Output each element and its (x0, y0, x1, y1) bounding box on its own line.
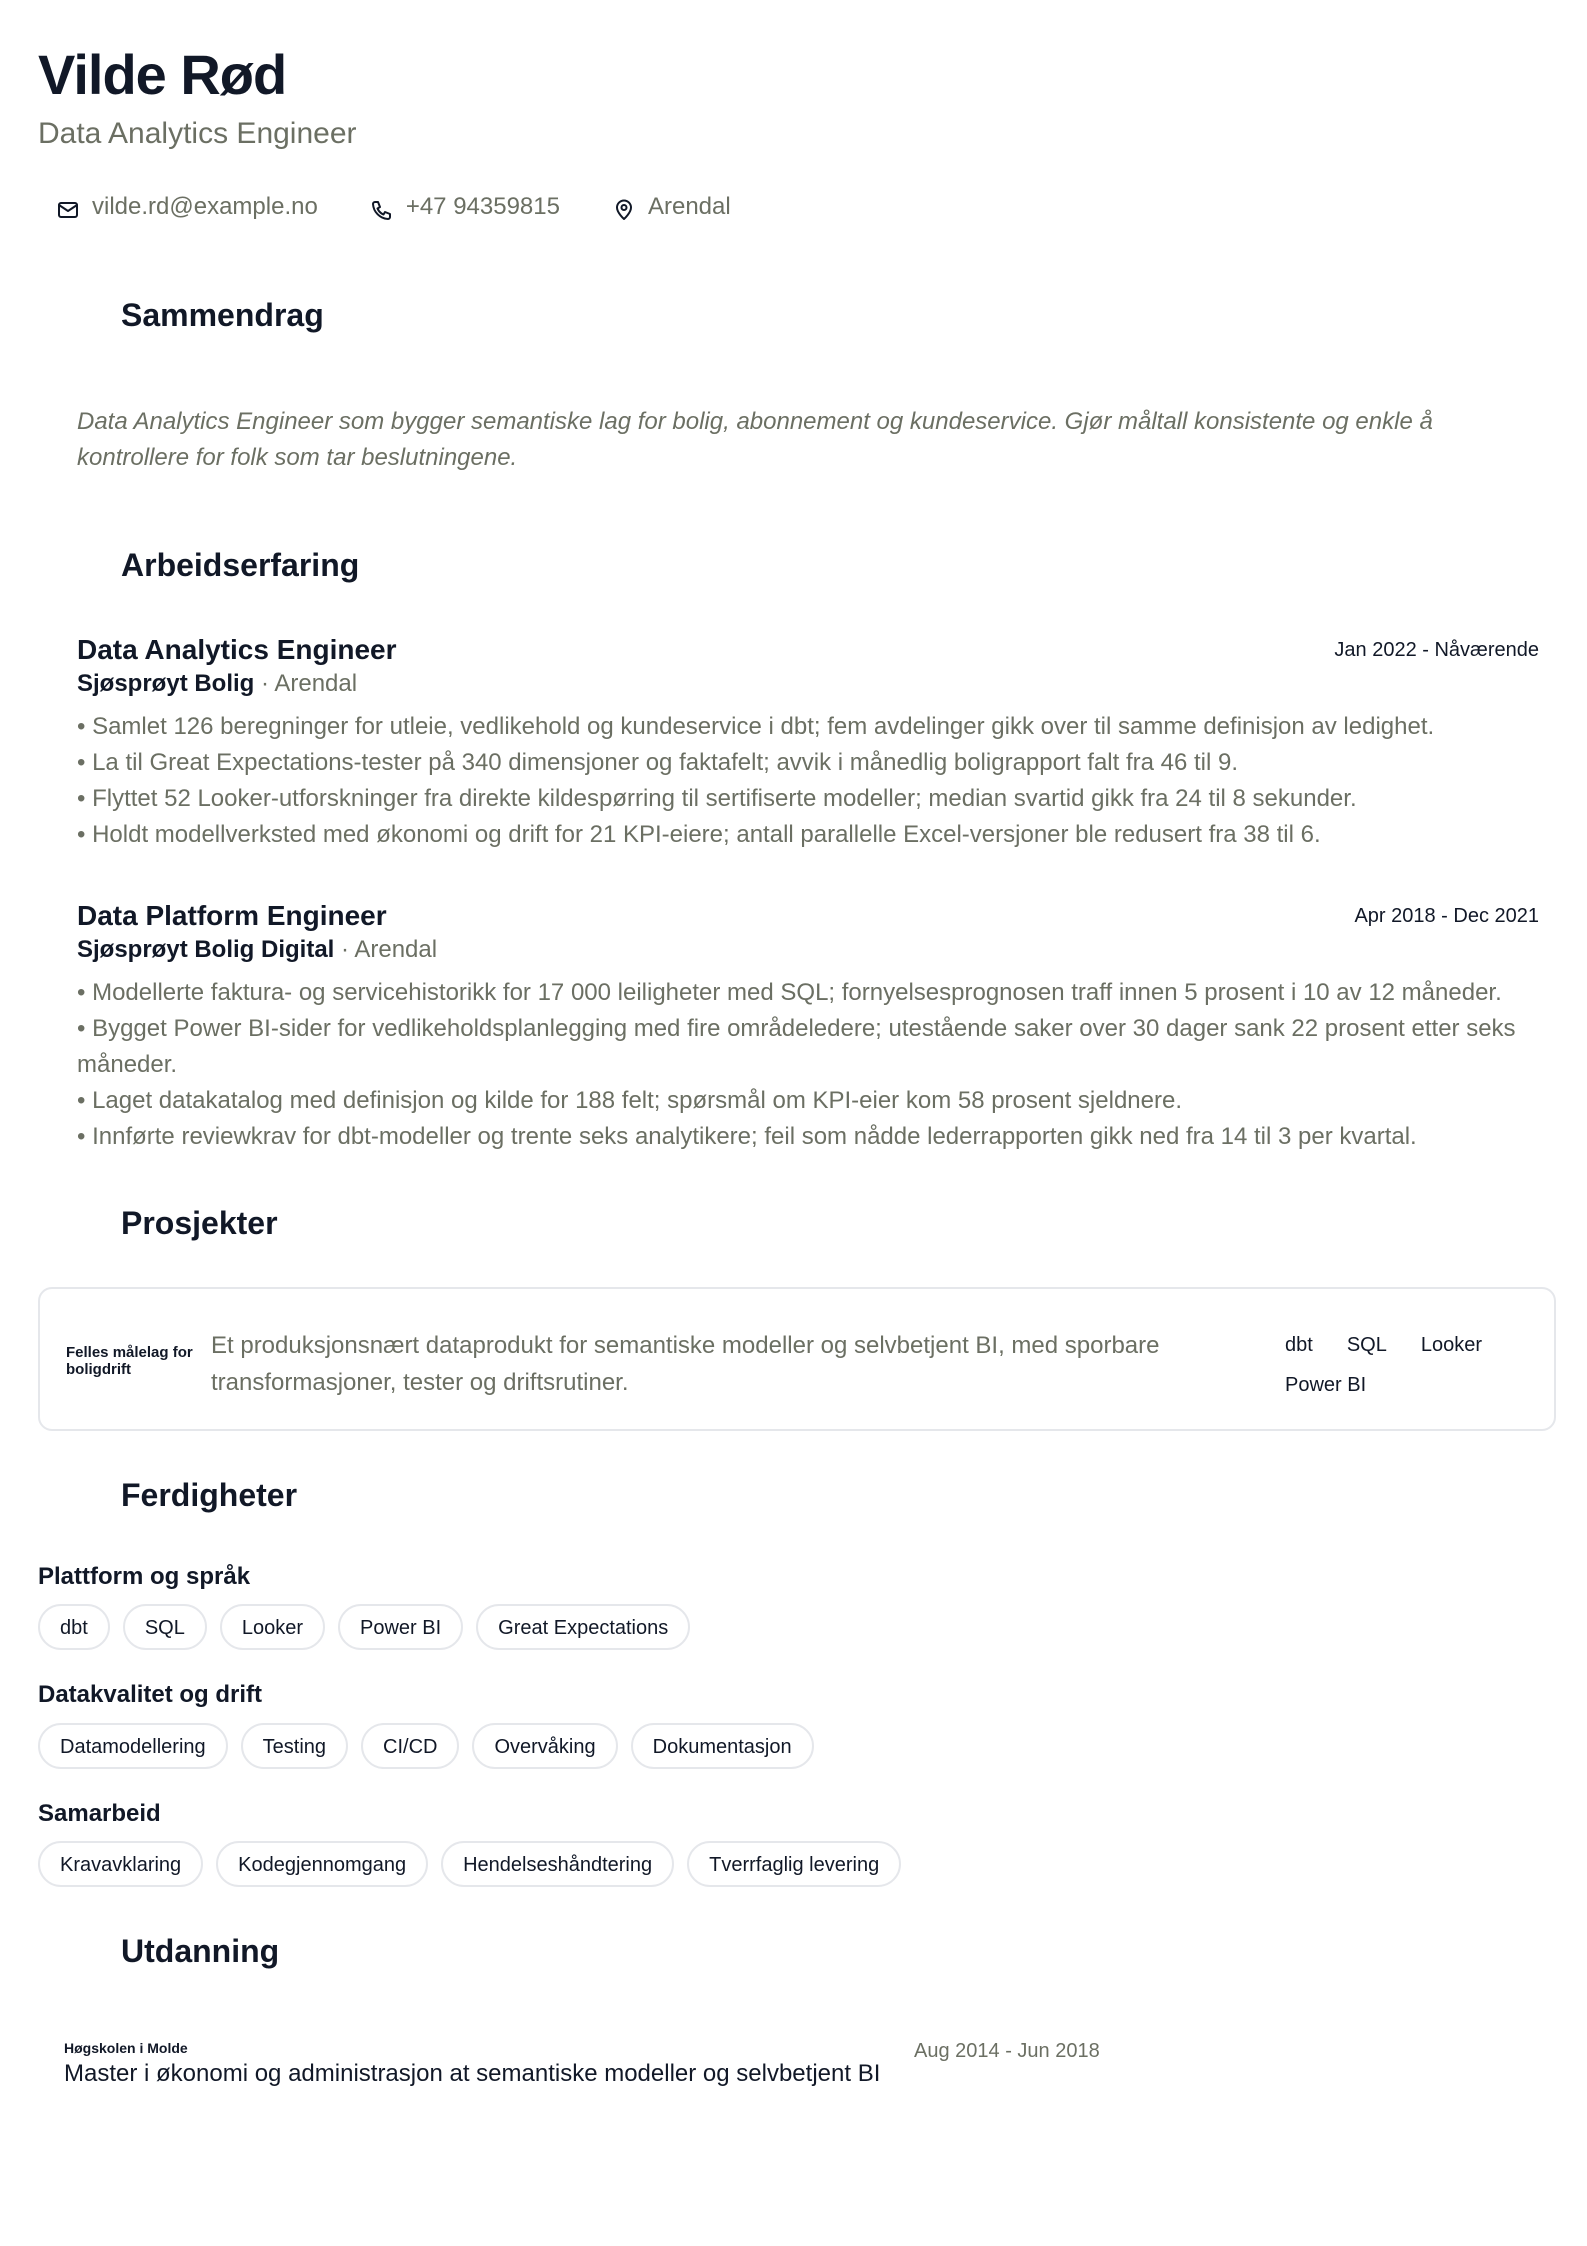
job-location: · Arendal (334, 936, 438, 963)
job-title: Data Analytics Engineer (77, 634, 397, 665)
contact-list (56, 192, 731, 222)
skill-group-title: Datakvalitet og drift (38, 1681, 263, 1708)
project-tags (1285, 1332, 1525, 1398)
section-title-summary: Sammendrag (121, 297, 324, 333)
job-bullet: • Innførte reviewkrav for dbt-modeller og trente seks analytikere; feil som nådde lederrapporten gikk ned fra 14 til 3 per kvartal. (77, 1119, 1539, 1155)
project-tag: Power BI (1285, 1374, 1367, 1396)
person-headline: Data Analytics Engineer (38, 117, 357, 150)
contact-phone[interactable] (370, 192, 560, 222)
education-degree: Master i økonomi og administrasjon at semantiske modeller og selvbetjent BI (64, 2060, 881, 2087)
section-title-experience: Arbeidserfaring (121, 547, 360, 583)
job-title: Data Platform Engineer (77, 900, 387, 931)
skill-group-title: Samarbeid (38, 1800, 161, 1827)
job-bullets (77, 975, 1539, 1155)
job-company: Sjøsprøyt Bolig Digital (77, 936, 335, 963)
job-entry (77, 899, 1539, 1155)
job-bullets (77, 709, 1539, 853)
job-bullet: • Flyttet 52 Looker-utforskninger fra direkte kildespørring til sertifiserte modeller; median svartid gikk fra 24 til 8 sekunder. (77, 781, 1539, 817)
job-company: Sjøsprøyt Bolig (77, 670, 255, 697)
project-description: Et produksjonsnært dataprodukt for semantiske modeller og selvbetjent BI, med sporbare transformasjoner, tester og driftsrutiner. (211, 1332, 1160, 1396)
job-location: · Arendal (254, 670, 358, 697)
map-pin-icon (612, 198, 636, 222)
job-bullet: • Bygget Power BI-sider for vedlikeholdsplanlegging med fire områdeledere; utestående saker over 30 dager sank 22 prosent etter seks måneder. (77, 1011, 1539, 1083)
mail-icon (56, 198, 80, 222)
skill-chip: Great Expectations (476, 1604, 690, 1650)
section-title-education: Utdanning (121, 1933, 280, 1969)
job-bullet: • Modellerte faktura- og servicehistorikk for 17 000 leiligheter med SQL; fornyelsesprognosen traff innen 5 prosent i 10 av 12 måneder. (77, 975, 1539, 1011)
section-title-projects: Prosjekter (121, 1205, 278, 1241)
job-company-line (77, 667, 1539, 701)
education-dates: Aug 2014 - Jun 2018 (914, 2040, 1100, 2062)
contact-location (612, 192, 731, 222)
project-tag: Looker (1420, 1334, 1482, 1356)
job-bullet: • Laget datakatalog med definisjon og kilde for 188 felt; spørsmål om KPI-eier kom 58 prosent sjeldnere. (77, 1083, 1539, 1119)
skill-chip-list (38, 1723, 814, 1769)
skill-chip: CI/CD (361, 1723, 459, 1769)
person-name: Vilde Rød (38, 43, 287, 106)
job-dates: Apr 2018 - Dec 2021 (1354, 905, 1539, 927)
skill-chip-list (38, 1841, 901, 1887)
job-dates: Jan 2022 - Nåværende (1334, 639, 1539, 661)
skill-chip-list (38, 1604, 690, 1650)
skill-chip: Datamodellering (38, 1723, 228, 1769)
job-company-line (77, 933, 1539, 967)
project-tag: dbt (1285, 1334, 1313, 1356)
phone-icon (370, 198, 394, 222)
skill-chip: Power BI (338, 1604, 463, 1650)
education-school: Høgskolen i Molde (64, 2040, 188, 2056)
skill-chip: Overvåking (472, 1723, 617, 1769)
project-name: Felles målelag for boligdrift (66, 1344, 193, 1378)
project-card (38, 1287, 1556, 1431)
job-bullet: • La til Great Expectations-tester på 340 dimensjoner og faktafelt; avvik i månedlig boligrapport falt fra 46 til 9. (77, 745, 1539, 781)
skill-chip: Testing (241, 1723, 348, 1769)
section-title-skills: Ferdigheter (121, 1477, 298, 1513)
skill-chip: SQL (123, 1604, 207, 1650)
skill-group-title: Plattform og språk (38, 1563, 251, 1590)
skill-chip: Tverrfaglig levering (687, 1841, 901, 1887)
skill-chip: Kodegjennomgang (216, 1841, 428, 1887)
skill-chip: Kravavklaring (38, 1841, 203, 1887)
contact-email[interactable] (56, 192, 318, 222)
job-bullet: • Holdt modellverksted med økonomi og drift for 21 KPI-eiere; antall parallelle Excel-versjoner ble redusert fra 38 til 6. (77, 817, 1539, 853)
skill-chip: Hendelseshåndtering (441, 1841, 674, 1887)
skill-chip: Looker (220, 1604, 325, 1650)
contact-email-text: vilde.rd@example.no (92, 193, 318, 220)
contact-phone-text: +47 94359815 (405, 193, 560, 220)
project-tag: SQL (1346, 1334, 1387, 1356)
contact-location-text: Arendal (647, 193, 731, 220)
skill-chip: dbt (38, 1604, 110, 1650)
job-entry (77, 633, 1539, 853)
summary-text: Data Analytics Engineer som bygger semantiske lag for bolig, abonnement og kundeservice. Gjør måltall konsistente og enkle å kontrollere for folk som tar beslutningene. (77, 408, 1433, 471)
job-bullet: • Samlet 126 beregninger for utleie, vedlikehold og kundeservice i dbt; fem avdelinger gikk over til samme definisjon av ledighet. (77, 709, 1539, 745)
skill-chip: Dokumentasjon (631, 1723, 814, 1769)
